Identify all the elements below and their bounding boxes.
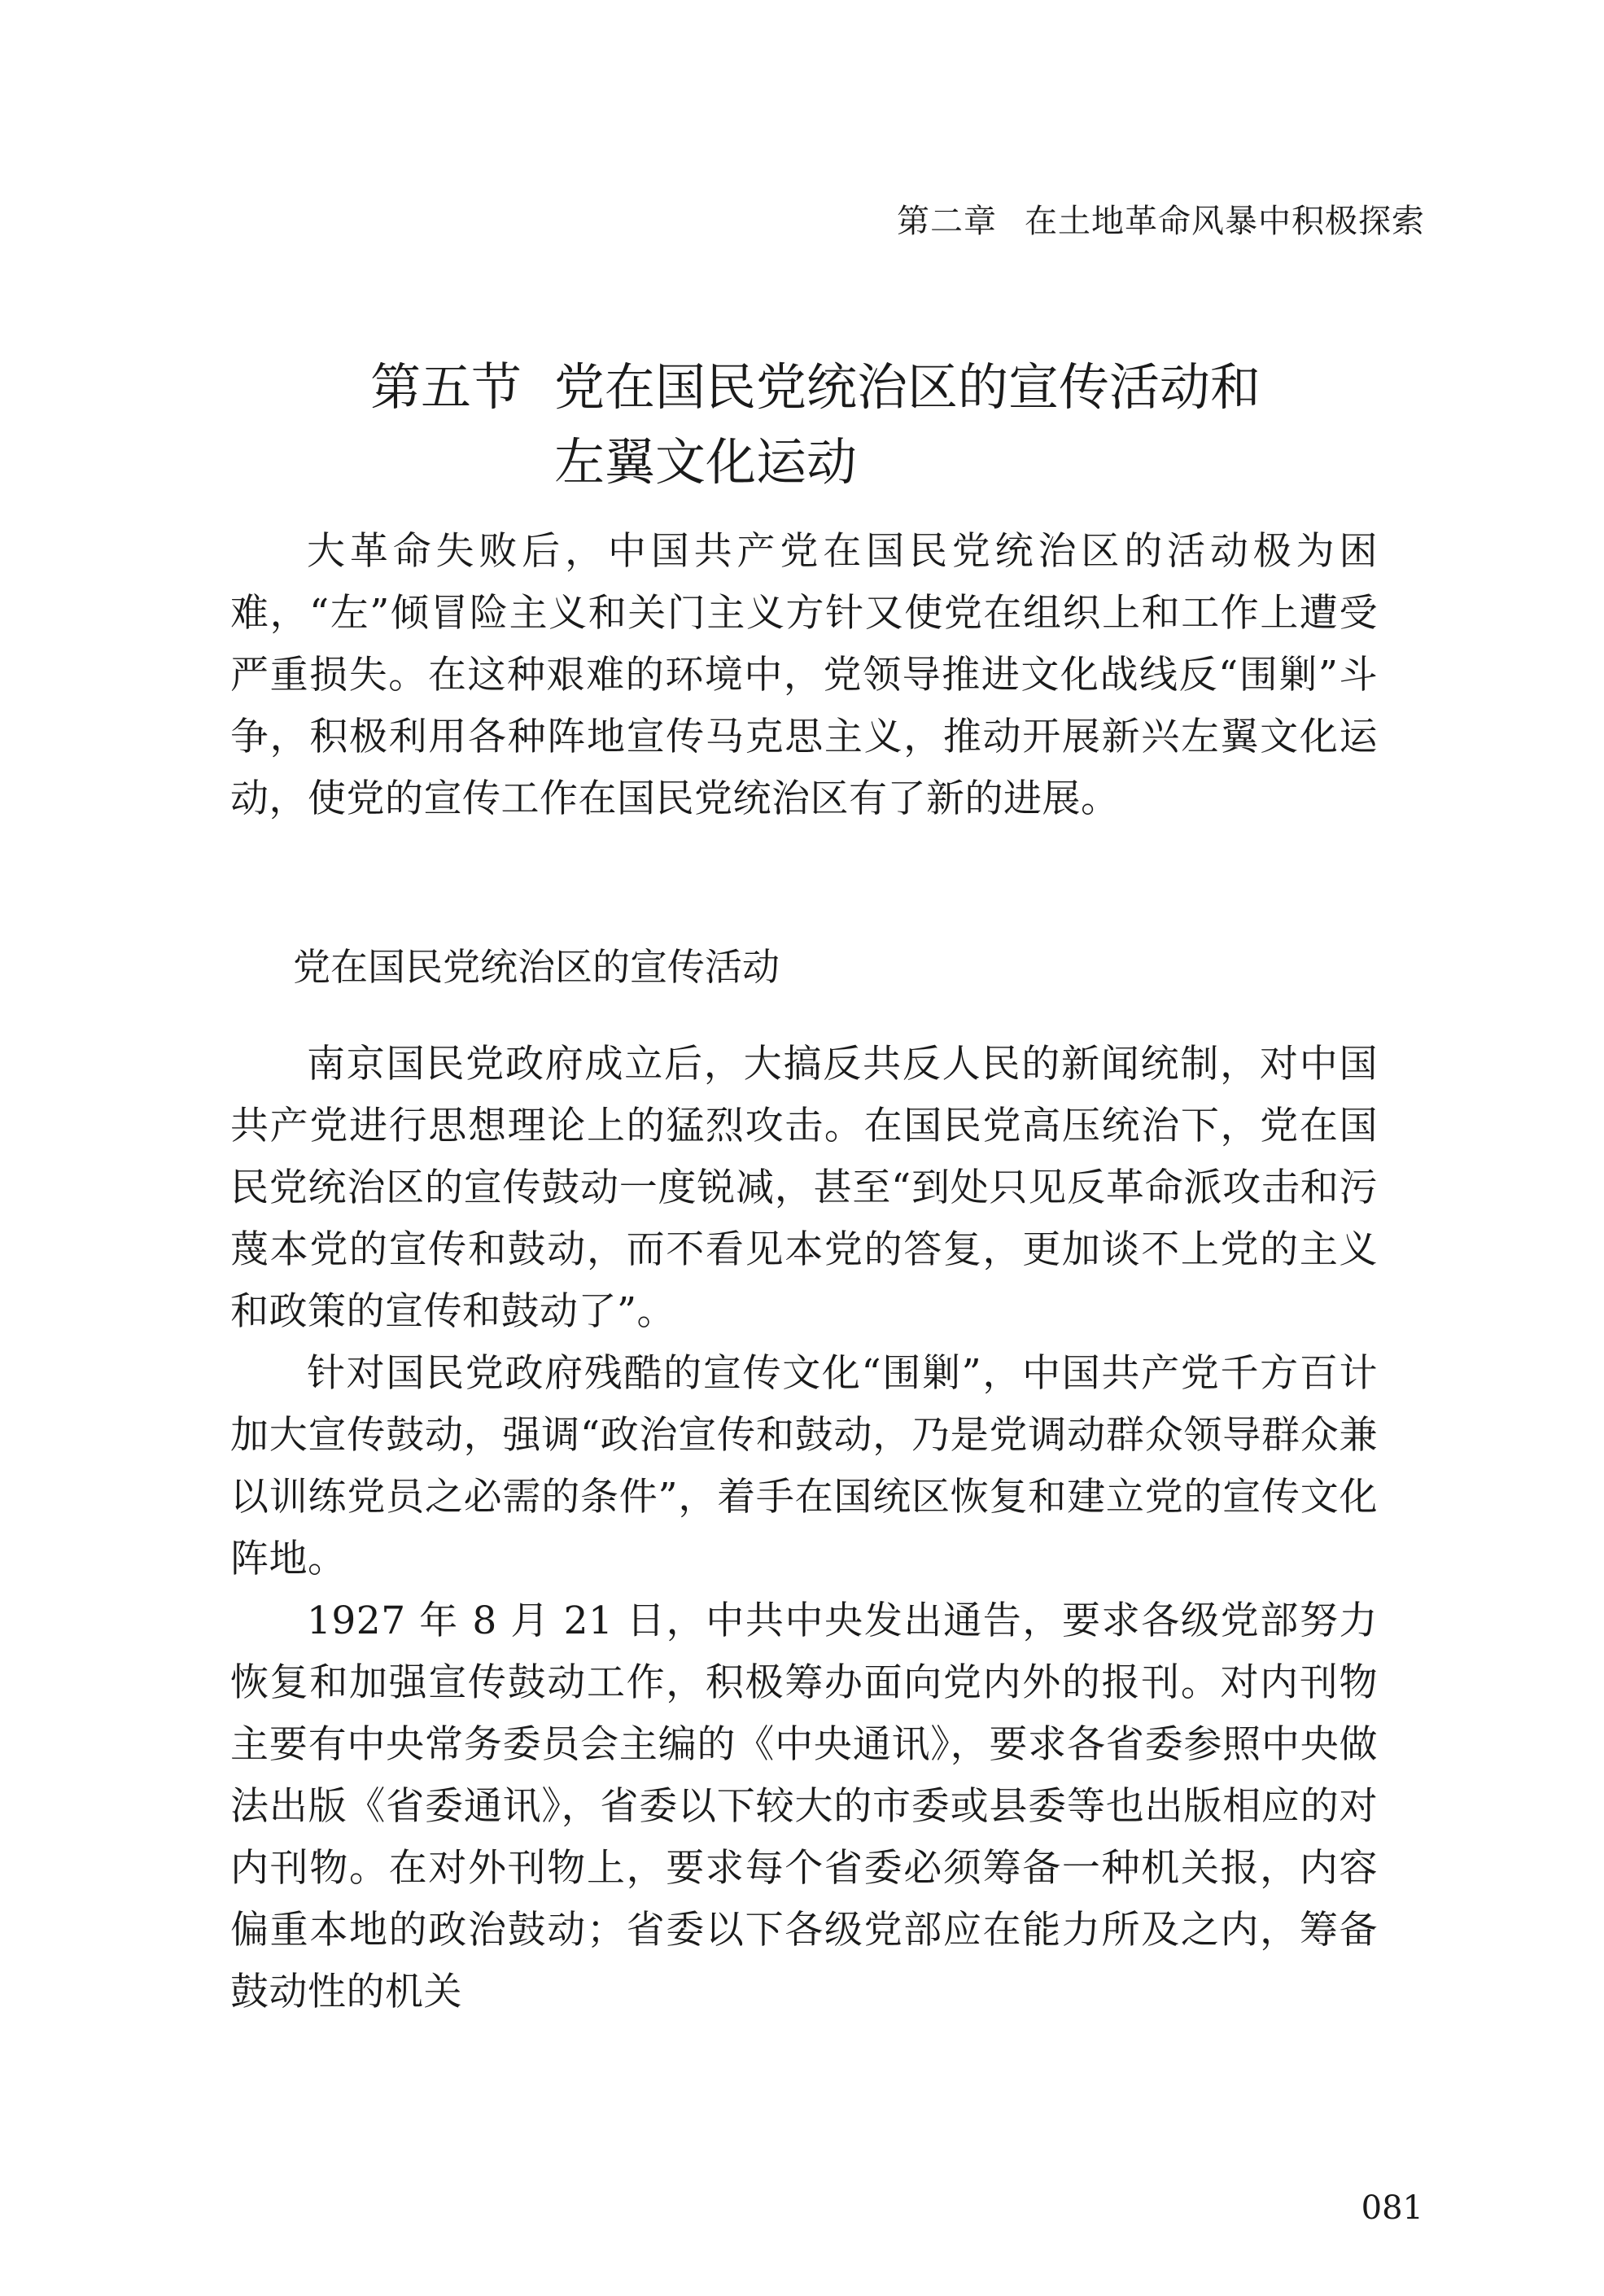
section-title xyxy=(370,350,1428,500)
intro-block xyxy=(230,521,1378,830)
intro-paragraph: 大革命失败后，中国共产党在国民党统治区的活动极为困难，“左”倾冒险主义和关门主义方针又使党在组织上和工作上遭受严重损失。在这种艰难的环境中，党领导推进文化战线反“围剿”斗争，积极利用各种阵地宣传马克思主义，推动开展新兴左翼文化运动，使党的宣传工作在国民党统治区有了新的进展。 xyxy=(230,529,1378,821)
section-label: 第五节 xyxy=(370,357,522,417)
running-head xyxy=(897,195,1425,242)
page-number: 081 xyxy=(1361,2189,1423,2227)
chapter-label: 第二章 xyxy=(897,203,997,240)
chapter-title: 在土地革命风暴中积极探索 xyxy=(1025,203,1425,240)
section-title-line1: 党在国民党统治区的宣传活动和 xyxy=(554,357,1261,417)
paragraph: 针对国民党政府残酷的宣传文化“围剿”，中国共产党千方百计加大宣传鼓动，强调“政治宣传和鼓动，乃是党调动群众领导群众兼以训练党员之必需的条件”，着手在国统区恢复和建立党的宣传文化阵地。 xyxy=(230,1351,1378,1581)
subheading: 党在国民党统治区的宣传活动 xyxy=(293,945,780,989)
body-text xyxy=(230,1034,1378,2023)
paragraph: 1927 年 8 月 21 日，中共中央发出通告，要求各级党部努力恢复和加强宣传鼓动工作，积极筹办面向党内外的报刊。对内刊物主要有中央常务委员会主编的《中央通讯》，要求各省委参照中央做法出版《省委通讯》，省委以下较大的市委或县委等也出版相应的对内刊物。在对外刊物上，要求每个省委必须筹备一种机关报，内容偏重本地的政治鼓动；省委以下各级党部应在能力所及之内，筹备鼓动性的机关 xyxy=(230,1598,1378,2014)
section-title-line2: 左翼文化运动 xyxy=(554,432,858,492)
paragraph: 南京国民党政府成立后，大搞反共反人民的新闻统制，对中国共产党进行思想理论上的猛烈攻击。在国民党高压统治下，党在国民党统治区的宣传鼓动一度锐减，甚至“到处只见反革命派攻击和污蔑本党的宣传和鼓动，而不看见本党的答复，更加谈不上党的主义和政策的宣传和鼓动了”。 xyxy=(230,1042,1378,1334)
